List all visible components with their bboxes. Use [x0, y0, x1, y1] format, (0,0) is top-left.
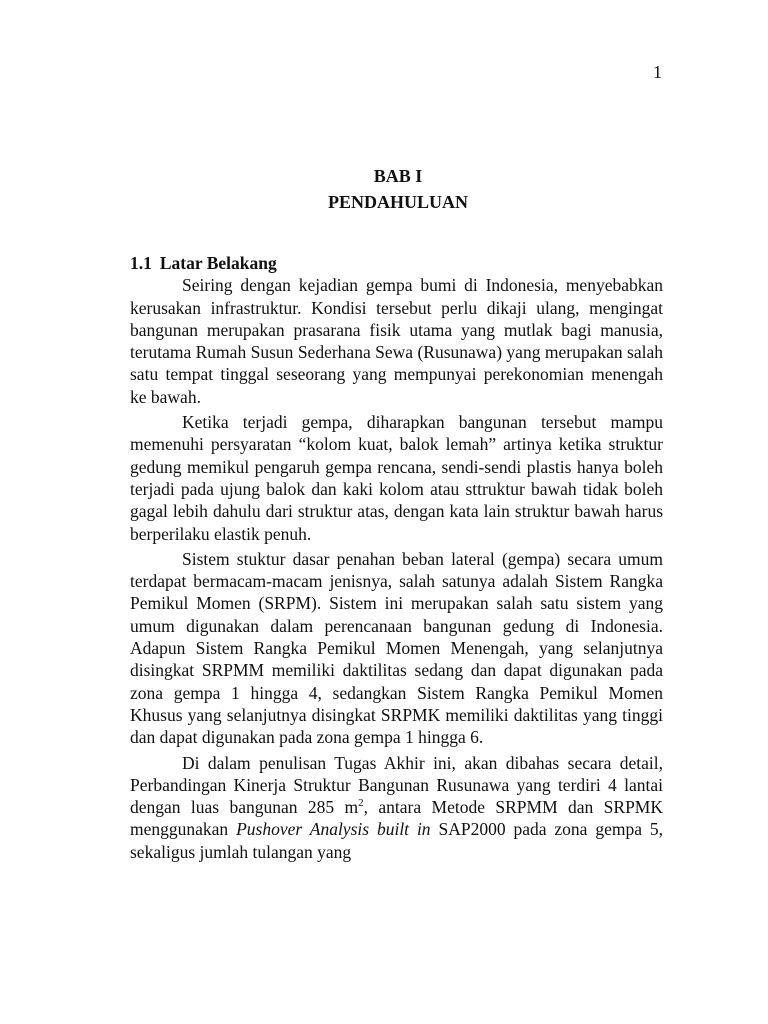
paragraph [130, 752, 663, 863]
paragraph: Ketika terjadi gempa, diharapkan bangunan tersebut mampu memenuhi persyaratan “kolom kuat, balok lemah” artinya ketika struktur gedung memikul pengaruh gempa rencana, sendi-sendi plastis hanya boleh terjadi pada ujung balok dan kaki kolom atau sttruktur bawah tidak boleh gagal lebih dahulu dari struktur atas, dengan kata lain struktur bawah harus berperilaku elastik penuh. [130, 412, 663, 544]
page-number: 1 [653, 62, 662, 82]
paragraph-text: Di dalam penulisan Tugas Akhir ini, akan dibahas secara detail, Perbandingan Kinerja Struktur Bangunan Rusunawa yang terdiri 4 lantai dengan luas bangunan 285 m [130, 752, 663, 818]
section-number: 1.1 [130, 253, 152, 273]
chapter-label: BAB I [373, 166, 423, 186]
paragraph-text: SAP2000 pada zona gempa 5, sekaligus jumlah tulangan yang [130, 819, 664, 862]
section-title: Latar Belakang [159, 253, 277, 273]
superscript: 2 [358, 797, 364, 810]
italic-term: Pushover Analysis built in [236, 819, 431, 840]
paragraph-text: , antara Metode SRPMM dan SRPMK menggunakan [130, 797, 664, 840]
paragraph: Sistem stuktur dasar penahan beban lateral (gempa) secara umum terdapat bermacam-macam jenisnya, salah satunya adalah Sistem Rangka Pemikul Momen (SRPM). Sistem ini merupakan salah satu sistem yang umum digunakan dalam perencanaan bangunan gedung di Indonesia. Adapun Sistem Rangka Pemikul Momen Menengah, yang selanjutnya disingkat SRPMM memiliki daktilitas sedang dan dapat digunakan pada zona gempa 1 hingga 4, sedangkan Sistem Rangka Pemikul Momen Khusus yang selanjutnya disingkat SRPMK memiliki daktilitas yang tinggi dan dapat digunakan pada zona gempa 1 hingga 6. [130, 548, 663, 748]
body-content [130, 252, 663, 863]
chapter-heading [0, 163, 768, 215]
chapter-title: PENDAHULUAN [327, 192, 468, 212]
section-heading [130, 252, 663, 274]
paragraph: Seiring dengan kejadian gempa bumi di Indonesia, menyebabkan kerusakan infrastruktur. Kondisi tersebut perlu dikaji ulang, mengingat bangunan merupakan prasarana fisik utama yang mutlak bagi manusia, terutama Rumah Susun Sederhana Sewa (Rusunawa) yang merupakan salah satu tempat tinggal seseorang yang mempunyai perekonomian menengah ke bawah. [130, 275, 663, 407]
